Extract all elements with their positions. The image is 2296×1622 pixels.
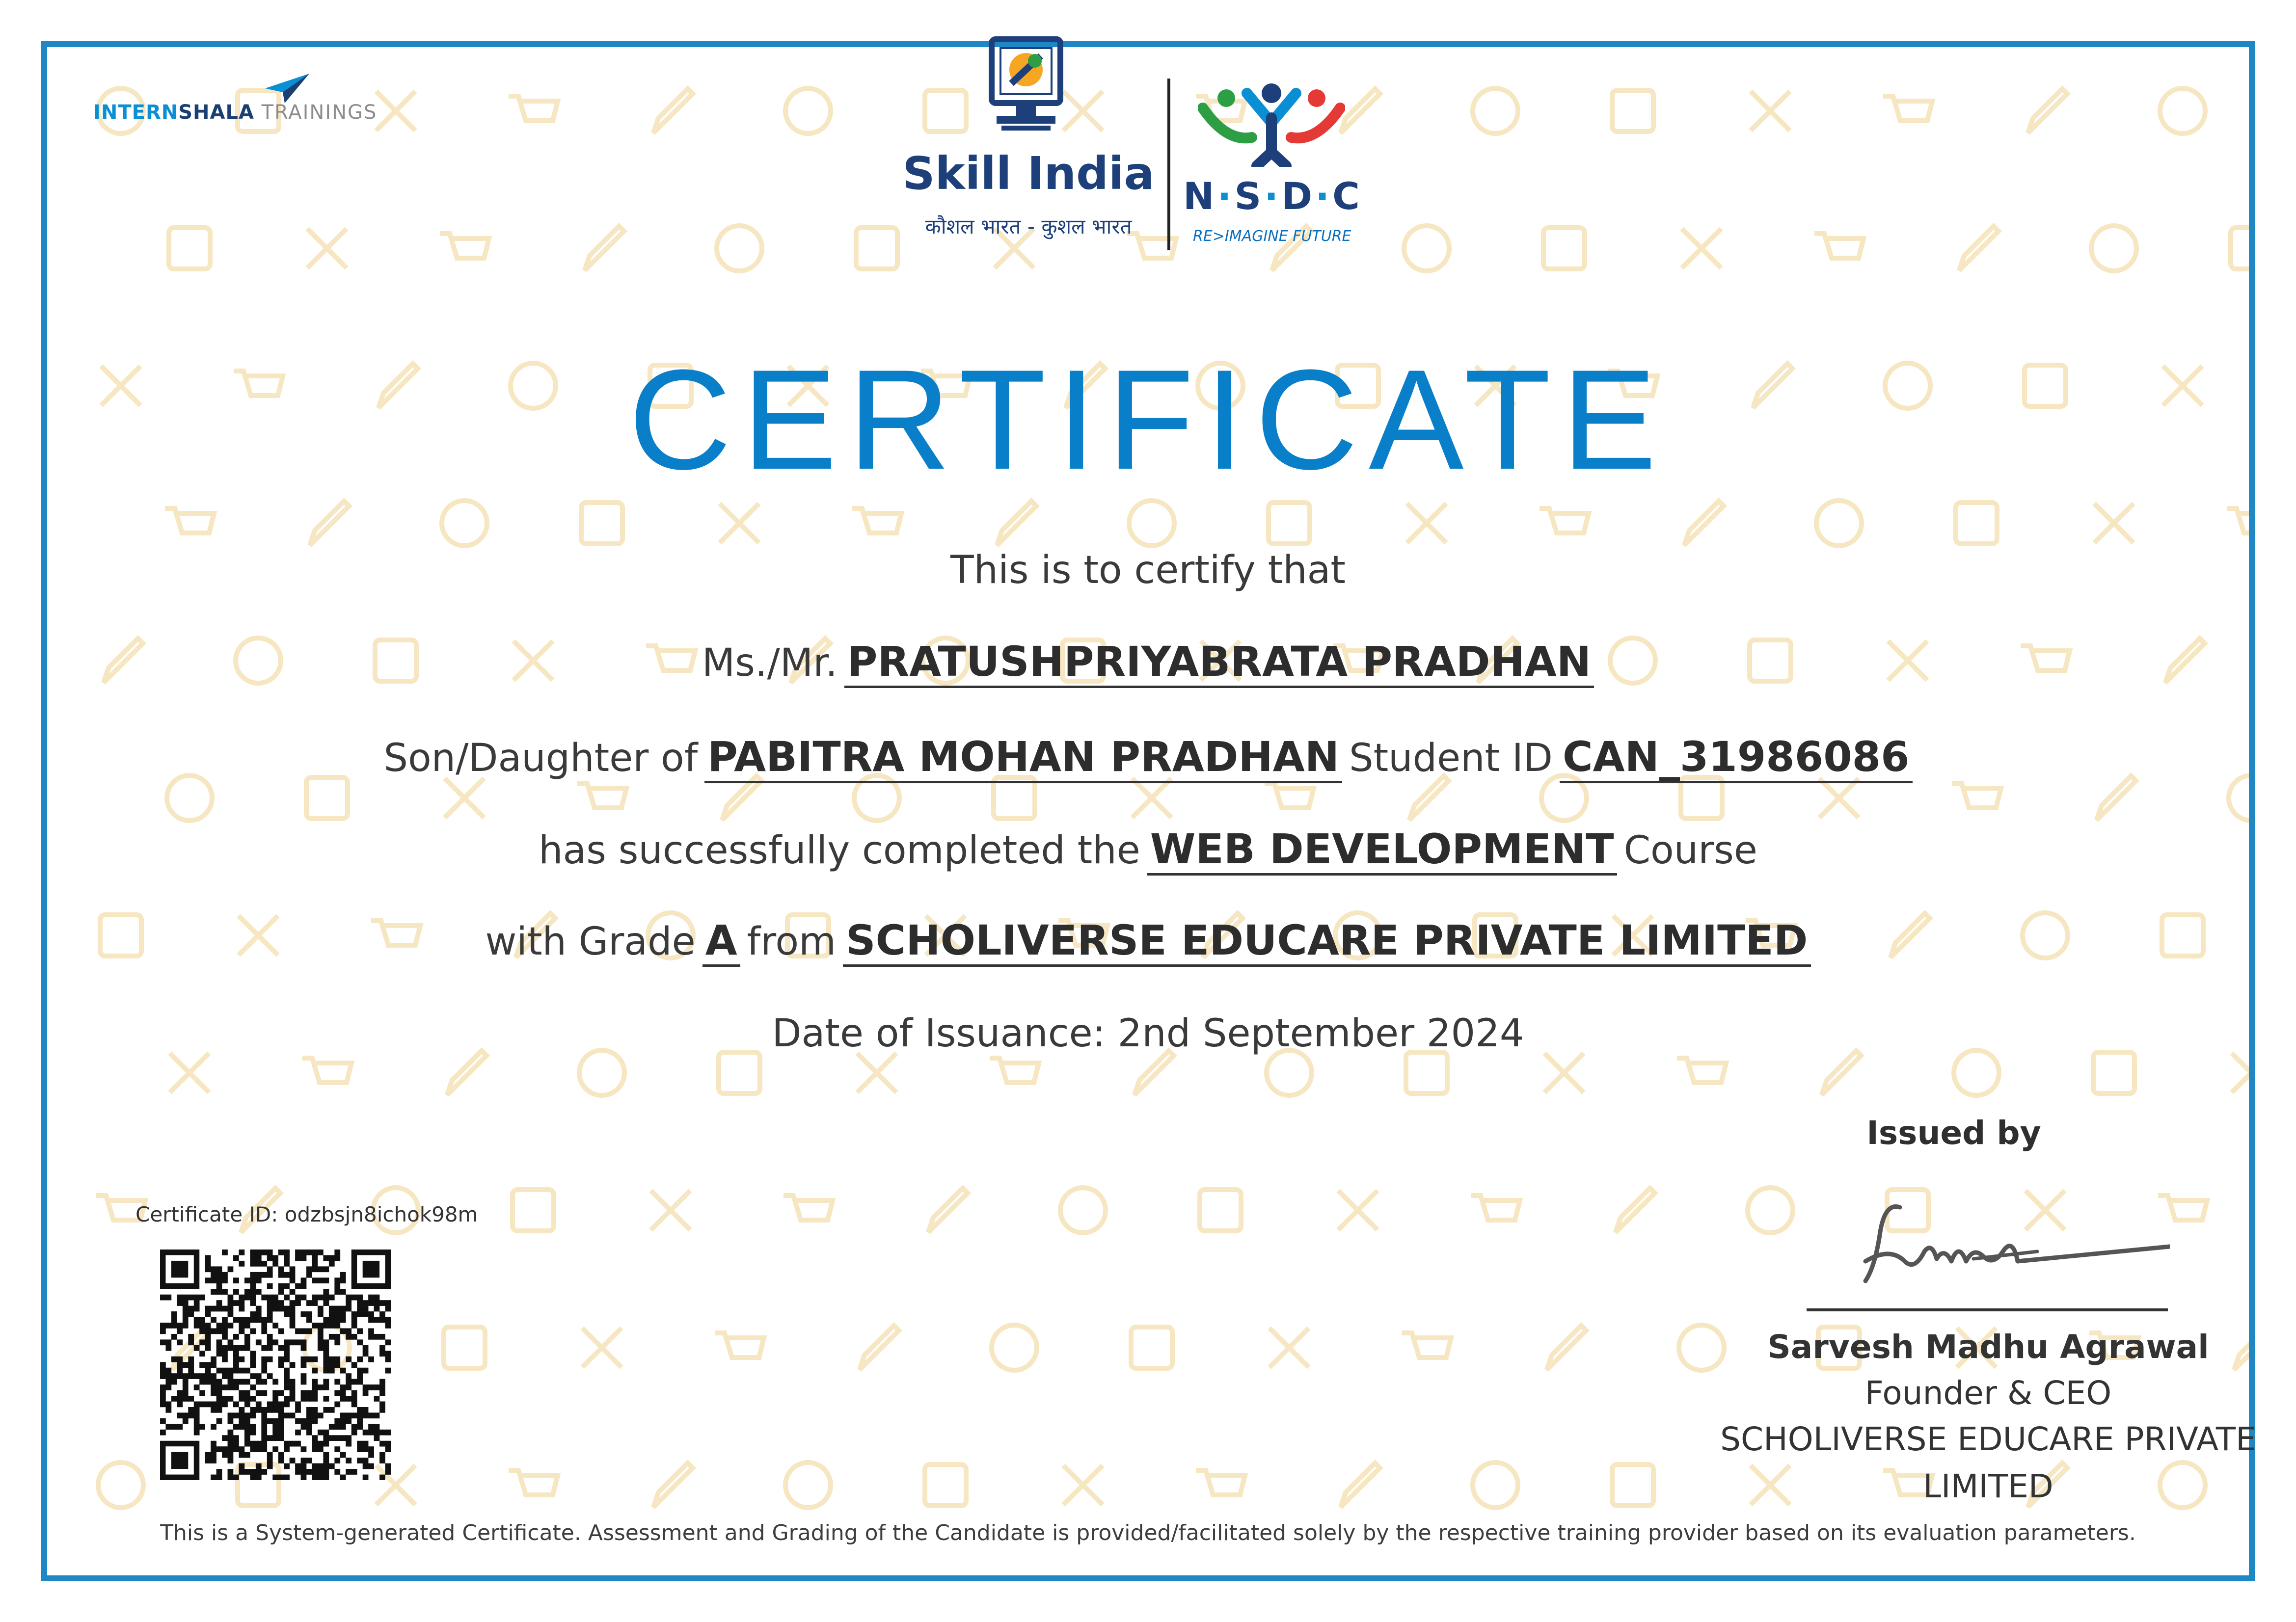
certificate-id: Certificate ID: odzbsjn8ichok98m bbox=[135, 1202, 478, 1226]
qr-code-icon[interactable] bbox=[160, 1250, 391, 1480]
parent-label: Son/Daughter of bbox=[383, 736, 698, 780]
certificate-title: CERTIFICATE bbox=[628, 340, 1668, 499]
institute-name: SCHOLIVERSE EDUCARE PRIVATE LIMITED bbox=[843, 917, 1810, 967]
grade-label: with Grade bbox=[485, 920, 696, 964]
course-name: WEB DEVELOPMENT bbox=[1147, 825, 1617, 876]
signer-title: Founder & CEO bbox=[1864, 1374, 2112, 1412]
grade-value: A bbox=[702, 917, 740, 967]
course-suffix: Course bbox=[1623, 828, 1757, 873]
logo-divider bbox=[1167, 79, 1170, 250]
signer-name: Sarvesh Madhu Agrawal bbox=[1767, 1328, 2209, 1366]
parent-name: PABITRA MOHAN PRADHAN bbox=[704, 733, 1342, 783]
skill-india-wordmark: Skill India bbox=[902, 147, 1155, 200]
student-id: CAN_31986086 bbox=[1560, 733, 1913, 783]
course-line bbox=[0, 825, 2296, 876]
footer-disclaimer: This is a System-generated Certificate. Assessment and Grading of the Candidate is provided/facilitated solely by the respective training provider based on its evaluation parameters. bbox=[160, 1520, 2136, 1545]
skill-india-tagline: कौशल भारत - कुशल भारत bbox=[925, 214, 1132, 239]
signature-line bbox=[1807, 1308, 2168, 1311]
internshala-wordmark: INTERNSHALA TRAININGS bbox=[93, 101, 378, 124]
skill-india-emblem-icon bbox=[977, 34, 1075, 142]
candidate-name: PRATUSHPRIYABRATA PRADHAN bbox=[844, 638, 1594, 688]
candidate-line bbox=[0, 638, 2296, 688]
nsdc-people-icon bbox=[1198, 83, 1345, 167]
completed-label: has successfully completed the bbox=[539, 828, 1140, 873]
from-label: from bbox=[747, 920, 837, 964]
student-id-label: Student ID bbox=[1349, 736, 1553, 780]
paper-plane-icon bbox=[265, 74, 309, 103]
nsdc-logo bbox=[1183, 83, 1375, 250]
issued-by-label: Issued by bbox=[1866, 1114, 2041, 1152]
salutation: Ms./Mr. bbox=[702, 641, 837, 685]
parent-line bbox=[0, 733, 2296, 783]
signer-organization: SCHOLIVERSE EDUCARE PRIVATE bbox=[1720, 1420, 2256, 1458]
certify-intro: This is to certify that bbox=[950, 548, 1346, 592]
issuance-date: Date of Issuance: 2nd September 2024 bbox=[772, 1011, 1524, 1056]
grade-line bbox=[0, 917, 2296, 967]
skill-india-logo bbox=[879, 34, 1178, 250]
internshala-trainings-logo bbox=[93, 74, 407, 133]
signer-organization-cont: LIMITED bbox=[1923, 1467, 2053, 1505]
nsdc-wordmark: N·S·D·C bbox=[1183, 174, 1363, 218]
nsdc-tagline: RE>IMAGINE FUTURE bbox=[1193, 228, 1351, 245]
signature-icon bbox=[1826, 1188, 2170, 1291]
